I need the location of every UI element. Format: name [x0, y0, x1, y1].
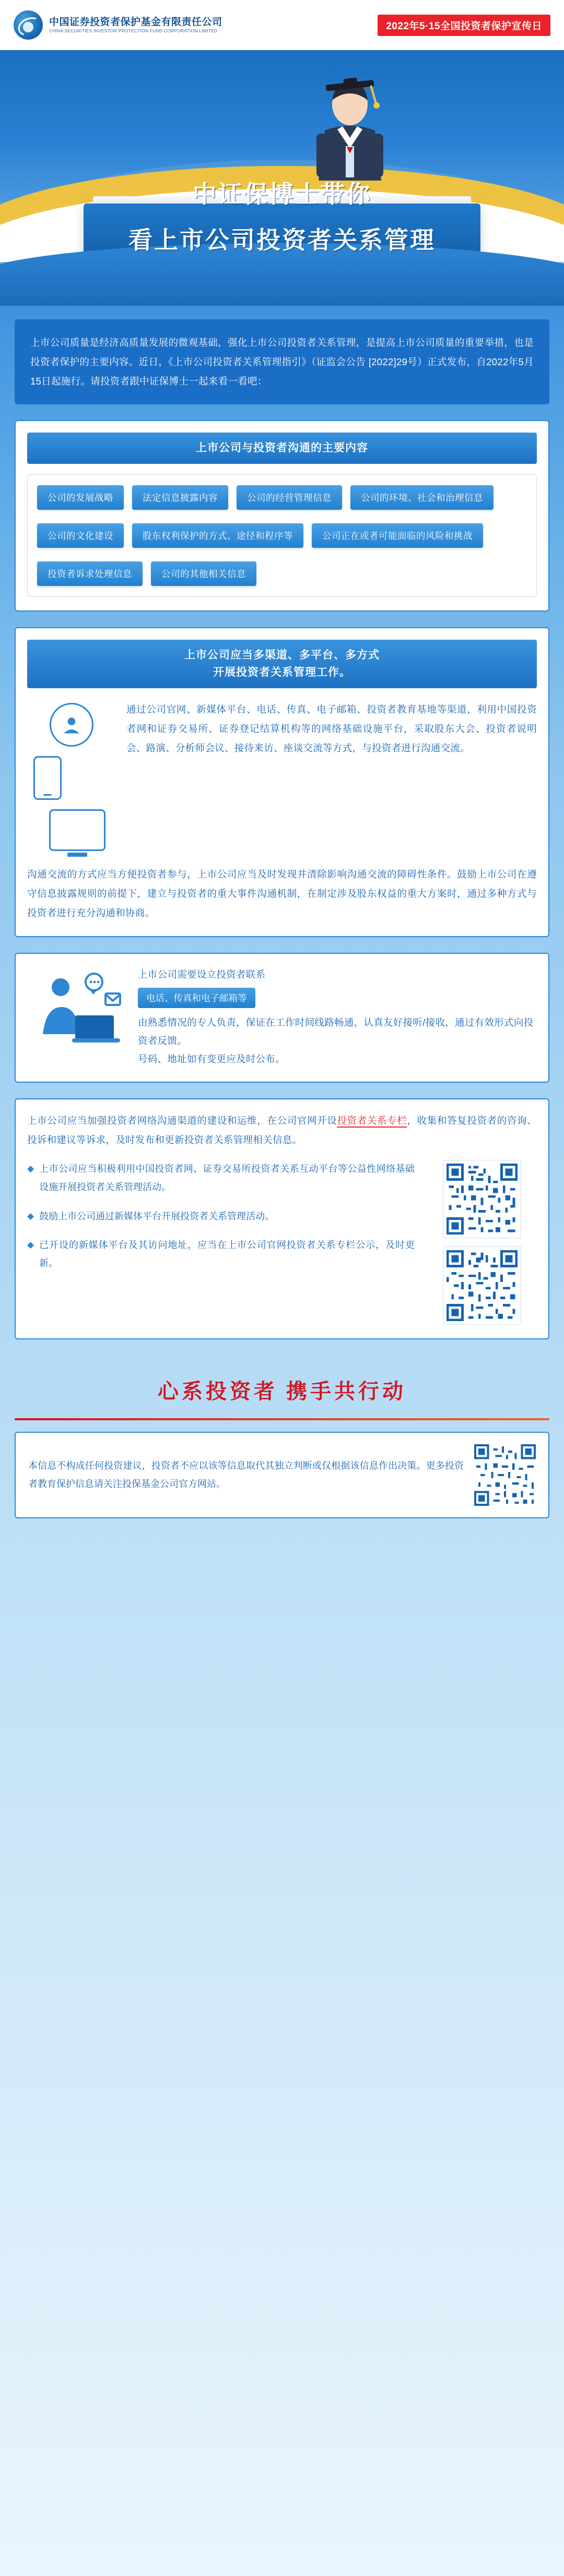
- panel-channels-title-line1: 上市公司应当多渠道、多平台、多方式: [184, 649, 380, 661]
- panel-website: [15, 1098, 549, 1339]
- pill-item: 投资者诉求处理信息: [37, 561, 143, 586]
- channels-paragraph: 沟通交流的方式应当方便投资者参与，上市公司应当及时发现并清除影响沟通交流的障碍性条件。鼓励上市公司在遵守信息披露规则的前提下，建立与投资者的重大事件沟通机制，在制定涉及股东权益的重大方案时，通过多种方式与投资者进行充分沟通和协商。: [27, 868, 537, 918]
- website-intro-a: 上市公司应当加强投资者网络沟通渠道的建设和运维，在公司官网开设: [27, 1115, 337, 1127]
- diamond-bullet-icon: ◆: [27, 1211, 34, 1221]
- website-intro-b: ，收集和答复投资者的咨询、投诉和建议等诉求，及时发布和更新投资者关系管理相关信息。: [27, 1115, 537, 1146]
- list-item: [27, 1160, 415, 1196]
- list-item-text: 上市公司应当积极利用中国投资者网、证券交易所投资者关系互动平台等公益性网络基础设施开展投资者关系管理活动。: [39, 1164, 415, 1193]
- website-intro-highlight: 投资者关系专栏: [337, 1115, 407, 1128]
- pill-item: 公司的环境、社会和治理信息: [350, 485, 494, 510]
- shield-swirl-logo-icon: [14, 10, 43, 40]
- pill-item: 公司的其他相关信息: [151, 561, 256, 586]
- panel-channels-title-line2: 开展投资者关系管理工作。: [213, 666, 351, 679]
- pill-item: 公司的发展战略: [37, 485, 124, 510]
- qr-code-icon-1[interactable]: [443, 1160, 521, 1238]
- contact-line1: 上市公司需要设立投资者联系: [138, 968, 266, 980]
- channel-icon-group: [27, 700, 116, 853]
- person-at-computer-illustration: [27, 965, 126, 1057]
- list-item: [27, 1207, 415, 1226]
- slogan-text: 心系投资者 携手共行动: [158, 1380, 406, 1404]
- contact-line3: 号码、地址如有变更应及时公布。: [138, 1053, 286, 1065]
- disclaimer-text: 本信息不构成任何投资建议，投资者不应以该等信息取代其独立判断或仅根据该信息作出决策。更多投资者教育保护信息请关注投保基金公司官方网站。: [28, 1460, 464, 1490]
- qr-code-column: [427, 1160, 537, 1325]
- website-bullet-list: [27, 1160, 415, 1283]
- pill-item: 公司的文化建设: [37, 523, 124, 548]
- investor-person-icon: [50, 703, 93, 747]
- poster-content: [0, 306, 564, 1410]
- list-item-text: 已开设的新媒体平台及其访问地址，应当在上市公司官网投资者关系专栏公示，及时更新。: [39, 1239, 415, 1268]
- qr-code-icon-footer[interactable]: [474, 1444, 536, 1506]
- panel-contact: [15, 953, 549, 1083]
- list-item-text: 鼓励上市公司通过新媒体平台开展投资者关系管理活动。: [39, 1211, 275, 1221]
- mobile-phone-icon: [33, 756, 62, 800]
- org-name-en: CHINA SECURITIES INVESTOR PROTECTION FUND CORPORATION LIMITED: [49, 28, 218, 34]
- contact-body: [138, 965, 537, 1069]
- desktop-monitor-icon: [49, 809, 105, 851]
- pill-item: 公司的经营管理信息: [237, 485, 342, 510]
- slogan-divider: [15, 1418, 549, 1420]
- pill-item: 公司正在或者可能面临的风险和挑战: [312, 523, 483, 548]
- organization-logo: [14, 10, 222, 40]
- website-row: [27, 1160, 537, 1325]
- contact-line2: 由熟悉情况的专人负责，保证在工作时间线路畅通，认真友好接听/接收，通过有效形式向投资者反馈。: [138, 1016, 534, 1047]
- pill-item: 法定信息披露内容: [132, 485, 228, 510]
- panel-channels: [15, 627, 549, 937]
- list-item: [27, 1236, 415, 1273]
- disclaimer-footer: [15, 1432, 549, 1518]
- pill-item: 股东权利保护的方式、途径和程序等: [132, 523, 303, 548]
- hero-banner: [0, 50, 564, 306]
- channels-row: [27, 700, 537, 853]
- diamond-bullet-icon: ◆: [27, 1239, 34, 1250]
- campaign-badge: 2022年5·15全国投资者保护宣传日: [378, 15, 550, 36]
- campaign-slogan: [15, 1355, 549, 1410]
- panel-communication-topics: [15, 420, 549, 612]
- hero-title-line1: 中证保博士带你: [192, 181, 372, 208]
- contact-highlight-pill: 电话、传真和电子邮箱等: [138, 988, 255, 1008]
- hero-title-line2: 看上市公司投资者关系管理: [128, 227, 436, 254]
- panel-communication-title: 上市公司与投资者沟通的主要内容: [27, 433, 537, 464]
- hero-title-group: [0, 175, 564, 256]
- website-intro: [27, 1111, 537, 1149]
- communication-pill-list: [27, 474, 537, 597]
- intro-card: 上市公司质量是经济高质量发展的微观基础，强化上市公司投资者关系管理，是提高上市公司质量的重要举措，也是投资者保护的主要内容。近日，《上市公司投资者关系管理指引》（证监会公告 [2022]29号）正式发布，自2022年5月15日起施行。请投资者跟中证保博士一起来看一看吧：: [15, 319, 549, 404]
- contact-row: [27, 965, 537, 1069]
- org-name-cn: 中国证券投资者保护基金有限责任公司: [49, 16, 222, 28]
- diamond-bullet-icon: ◆: [27, 1164, 34, 1174]
- panel-channels-title: [27, 640, 537, 688]
- qr-code-icon-2[interactable]: [443, 1247, 521, 1325]
- page-header: [0, 0, 564, 50]
- channels-body-text: 通过公司官网、新媒体平台、电话、传真、电子邮箱、投资者教育基地等渠道，利用中国投资者网和证券交易所、证券登记结算机构等的网络基础设施平台，采取股东大会、投资者说明会、路演、分析师会议、接待来访、座谈交流等方式，与投资者进行沟通交流。: [126, 703, 537, 753]
